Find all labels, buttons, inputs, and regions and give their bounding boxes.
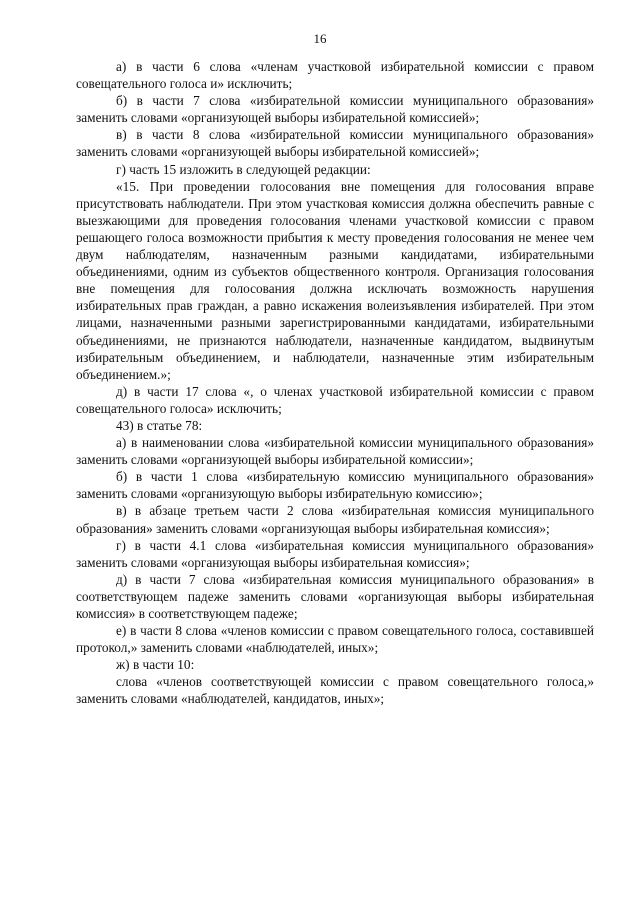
paragraph-78-g: ж) в части 10: xyxy=(116,657,195,673)
paragraph-78-d: г) в части 4.1 слова «избирательная комиссия муниципального образования» заменить словами «организующая выборы избирательная комиссия»; xyxy=(76,537,594,570)
paragraph-part-17: д) в части 17 слова «, о членах участковой избирательной комиссии с правом совещательного голоса» исключить; xyxy=(76,383,594,416)
paragraph-78-b: б) в части 1 слова «избирательную комиссию муниципального образования» заменить словами «организующую выборы избирательную комиссию»; xyxy=(76,469,594,502)
paragraph-78-f: е) в части 8 слова «членов комиссии с правом совещательного голоса, составившей протокол,» заменить словами «наблюдателей, иных»; xyxy=(76,623,594,656)
page-number: 16 xyxy=(313,31,327,46)
paragraph-item-43: 43) в статье 78: xyxy=(116,417,203,433)
paragraph-43-6b: б) в части 7 слова «избирательной комиссии муниципального образования» заменить словами «организующей выборы избирательной комиссией»; xyxy=(76,93,594,126)
paragraph-43-6a: а) в части 6 слова «членам участковой избирательной комиссии с правом совещательного голоса и» исключить; xyxy=(76,59,594,92)
paragraph-78-e: д) в части 7 слова «избирательная комиссия муниципального образования» в соответствующем падеже заменить словами «организующая выборы избирательная комиссия» в соответствующем падеже; xyxy=(76,571,594,621)
paragraph-43-6c: в) в части 8 слова «избирательной комиссии муниципального образования» заменить словами «организующей выборы избирательной комиссией»; xyxy=(76,127,594,160)
document-body xyxy=(76,58,594,708)
paragraph-78-a: а) в наименовании слова «избирательной комиссии муниципального образования» заменить словами «организующей выборы избирательной комиссии»; xyxy=(76,435,594,468)
paragraph-amend-part-15: г) часть 15 изложить в следующей редакции: xyxy=(116,161,371,177)
paragraph-part-15-text: «15. При проведении голосования вне помещения для голосования вправе присутствовать наблюдатели. При этом участковая комиссия должна обеспечить равные с выезжающими для проведения голосования членами участковой комиссии с правом решающего голоса возможности прибытия к месту проведения голосования не менее чем двум наблюдателям, назначенным разными кандидатами, избирательными объединениями, одним из субъектов общественного контроля. Организация голосования вне помещения для голосования должна исключать возможность нарушения избирательных прав граждан, а равно искажения волеизъявления избирателей. При этом лицами, назначенными разными зарегистрированными кандидатами, избирательными объединениями, не признаются наблюдатели, назначенные кандидатом, выдвинутым избирательным объединением, и наблюдатели, назначенные этим избирательным объединением.»; xyxy=(76,178,594,382)
paragraph-78-g-words: слова «членов соответствующей комиссии с правом совещательного голоса,» заменить словами «наблюдателей, кандидатов, иных»; xyxy=(76,674,594,707)
paragraph-78-c: в) в абзаце третьем части 2 слова «избирательная комиссия муниципального образования» заменить словами «организующая выборы избирательная комиссия»; xyxy=(76,503,594,536)
